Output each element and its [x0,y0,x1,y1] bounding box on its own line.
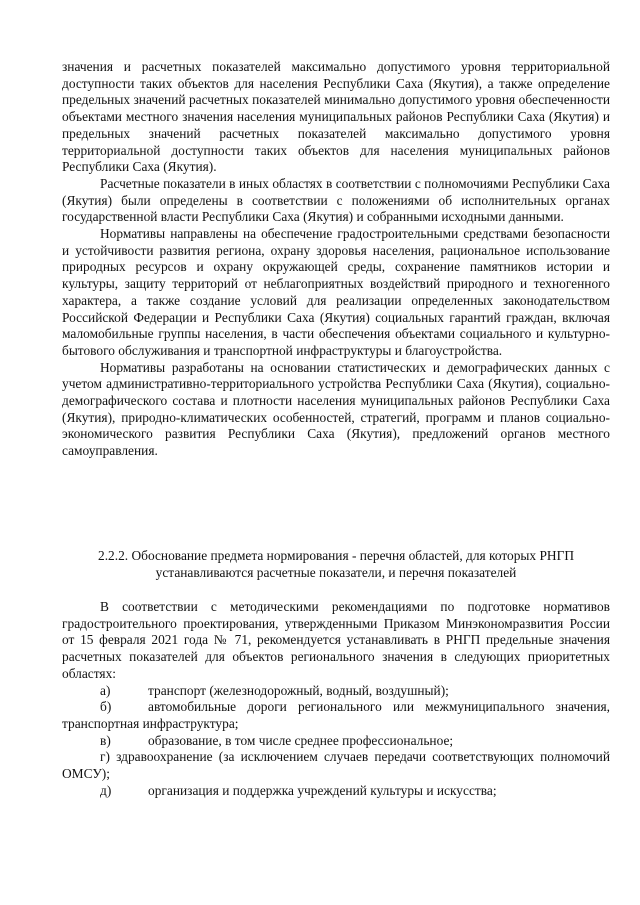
list-marker: д) [100,782,112,798]
list-marker: г) [100,749,110,765]
paragraph-methodical-recommendations: В соответствии с методическими рекомендациями по подготовке нормативов градостроительного проектирования, утвержденными Приказом Минэкономразвития России от 15 февраля 2021 года № 71, рекомендуется устанавливать в РНГП предельные значения расчетных показателей для объектов регионального значения в следующих приоритетных областях: [62,599,610,681]
paragraph-calculated-indicators: Расчетные показатели в иных областях в соответствии с полномочиями Республики Саха (Якутия) были определены в соответствии с положениями об исполнительных органах государственной власти Республики Саха (Якутия) и собранными исходными данными. [62,175,610,225]
section-heading-line-2: устанавливаются расчетные показатели, и перечня показателей [155,564,517,580]
section-heading [62,548,610,581]
list-item-text: транспорт (железнодорожный, водный, воздушный); [148,682,449,698]
body-text-bottom [62,599,610,799]
list-item-text: организация и поддержка учреждений культуры и искусства; [148,782,497,798]
list-item-b [62,699,610,732]
list-marker: б) [100,699,112,715]
list-item-text: здравоохранение (за исключением случаев передачи соответствующих полномочий ОМСУ); [62,749,610,782]
list-item-d [62,783,610,800]
list-item-v [62,733,610,750]
section-heading-line-1: 2.2.2. Обоснование предмета нормирования - перечня областей, для которых РНГП [98,548,574,563]
paragraph-norms-basis: Нормативы разработаны на основании статистических и демографических данных с учетом административно-территориального устройства Республики Саха (Якутия), социально-демографического состава и плотности населения муниципальных районов Республики Саха (Якутия), природно-климатических особенностей, стратегий, программ и планов социально-экономического развития Республики Саха (Якутия), предложений органов местного самоуправления. [62,359,610,459]
list-item-text: образование, в том числе среднее профессиональное; [148,732,454,748]
body-text-top [62,59,610,460]
paragraph-continuation: значения и расчетных показателей максимально допустимого уровня территориальной доступности таких объектов для населения Республики Саха (Якутия), а также определение предельных значений расчетных показателей минимально допустимого уровня обеспеченности объектами местного значения населения муниципальных районов Республики Саха (Якутия) и предельных значений расчетных показателей максимально допустимого уровня территориальной доступности таких объектов для населения муниципальных районов Республики Саха (Якутия). [62,59,610,175]
list-marker: в) [100,732,111,748]
list-marker: а) [100,682,111,698]
list-item-g [62,749,610,782]
paragraph-norms-purpose: Нормативы направлены на обеспечение градостроительными средствами безопасности и устойчивости развития региона, охрану здоровья населения, рациональное использование природных ресурсов и охрану окружающей среды, сохранение памятников истории и культуры, защиту территорий от неблагоприятных воздействий природного и техногенного характера, а также создание условий для реализации определенных законодательством Российской Федерации и Республики Саха (Якутия) социальных гарантий граждан, включая маломобильные группы населения, в части обеспечения объектами социального и культурно-бытового обслуживания и транспортной инфраструктуры и благоустройства. [62,226,610,358]
list-item-text: автомобильные дороги регионального или межмуниципального значения, транспортная инфраструктура; [62,699,610,731]
list-item-a [62,683,610,700]
